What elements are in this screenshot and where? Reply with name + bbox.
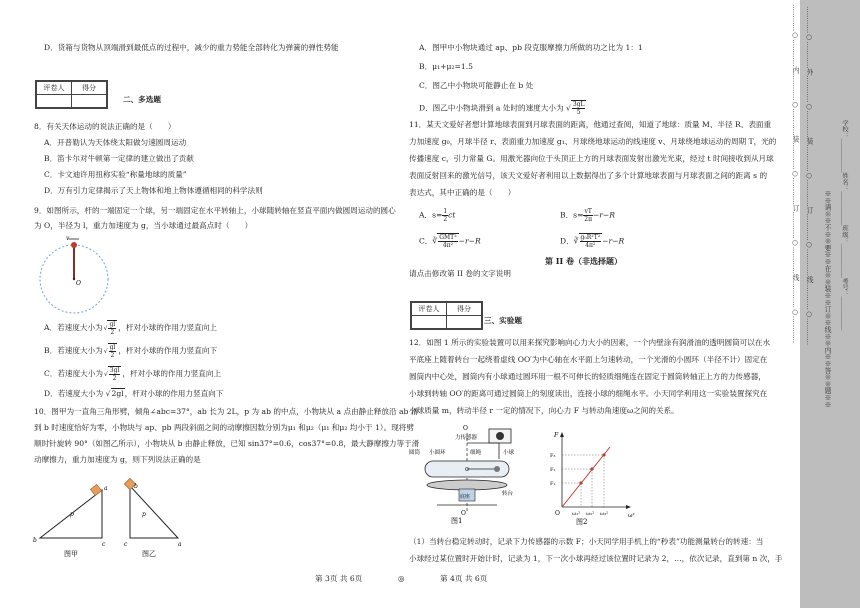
fig-yi-caption: 图乙 xyxy=(142,550,156,558)
sensor-icon xyxy=(496,432,504,440)
svg-text:小圆环: 小圆环 xyxy=(429,450,446,456)
section-title-multiple-choice: 二、多选题 xyxy=(123,95,161,104)
q9-option-b: B．若速度大小为√ $\frac{gl}{2}$ ，杆对小球的作用力竖直向下 xyxy=(44,344,218,359)
page-separator-icon: ◎ xyxy=(398,574,405,583)
q8-option-b: B．笛卡尔对牛顿第一定律的建立做出了贡献 xyxy=(44,154,194,163)
q10-option-a: A．图甲中小物块通过 ap、pb 段克服摩擦力所做的功之比为 1：1 xyxy=(419,43,643,52)
svg-text:p: p xyxy=(142,511,146,518)
fig-v-label: v xyxy=(66,235,70,242)
q9-stem-line1: 9．如图所示，杆的一端固定一个球，另一端固定在水平转轴上，小球随转轴在竖直平面内做圆周运动的圆心 xyxy=(34,206,396,215)
q10-stem-line2: 到 b 时速度恰好为零，小物块与 ap、pb 两段斜面之间的动摩擦因数分别为μ₁ 和μ₂（μ₁ 和μ₂ 均小于 1）。现将劈 xyxy=(34,423,414,432)
student-info-line: 学校：___________姓名：___________班级：___________考号：___________ xyxy=(841,120,848,331)
warning-text: ※※请※※不※※要※※在※※装※※订※※线※※内※※答※※题※※ xyxy=(823,190,831,408)
q10-triangle-figures xyxy=(30,476,210,562)
ball-icon xyxy=(71,242,77,248)
svg-text:c: c xyxy=(102,541,106,548)
page-number-right: 第 4页 共 6页 xyxy=(440,574,488,583)
q10-option-d: D．图乙中小物块滑到 a 处时的速度大小为 √ $\frac{3gL}{5}$ xyxy=(419,101,585,116)
svg-text:a: a xyxy=(104,485,108,492)
q7-option-d: D．货箱与货物从顶端滑到最低点的过程中，减少的重力势能全部转化为弹簧的弹性势能 xyxy=(44,43,339,52)
q9-option-c: C．若速度大小为√ $\frac{3gl}{2}$ ，杆对小球的作用力竖直向上 xyxy=(44,367,222,382)
q12-step1-line1: （1）当转台稳定转动时，记录下力传感器的示数 F；小天同学用手机上的“秒表”功能测量转台的转速：当 xyxy=(409,537,764,546)
svg-text:F₁: F₁ xyxy=(550,481,556,487)
q12-stem-line5: 小球质量 m，转动半径 r 一定的情况下，向心力 F 与转动角速度ω之间的关系。 xyxy=(409,406,679,415)
q11-option-b: B．s= $\frac{vT}{2\pi}$ −r−R xyxy=(560,208,615,223)
score-box xyxy=(35,80,108,109)
fig1-caption: 图1 xyxy=(451,517,463,525)
q12-stem-line3: 圆筒内中心处，圆筒内有小球通过圆环用一根不可伸长的轻质细绳连在固定于圆筒转轴正上方的力传感器， xyxy=(409,372,766,381)
q12-force-graph xyxy=(548,427,638,527)
svg-text:p: p xyxy=(70,511,74,518)
svg-text:b: b xyxy=(134,483,138,490)
svg-text:c: c xyxy=(124,541,128,548)
svg-text:底座: 底座 xyxy=(460,494,471,500)
svg-text:F₂: F₂ xyxy=(550,467,556,473)
q10-stem-line3: 顺时针旋转 90°（如图乙所示），小物块从 b 由静止释放，已知 sin37°=0.6，cos37°=0.8，最大静摩擦力等于滑 xyxy=(34,439,420,448)
q12-stem-line4: 小球到转轴 OO′的距离可通过圆筒上的刻度读出，连接小球的细绳水平。小天同学利用这一实验装置探究在 xyxy=(409,389,768,398)
q10-option-c: C．图乙中小物块可能静止在 b 处 xyxy=(419,81,534,90)
outer-binding-line: …………○…………外…………○…………装…………○…………订…………○…………线…………○………… xyxy=(805,6,813,346)
q11-stem-line5: 表达式，其中正确的是（ ） xyxy=(409,188,516,197)
svg-text:圆筒: 圆筒 xyxy=(409,450,421,456)
score-label-score: 得分 xyxy=(447,303,482,316)
q8-option-a: A．开普勒认为天体绕太阳做匀速圆周运动 xyxy=(44,138,187,147)
svg-text:b: b xyxy=(33,537,37,544)
score-label-score: 得分 xyxy=(72,82,107,95)
svg-text:O: O xyxy=(555,510,560,517)
svg-text:O: O xyxy=(463,425,468,432)
q11-stem-line2: 力加速度 g₀，月球半径 r、表面重力加速度 g₁、月球绕地球运动的线速度 v、月球绕地球运动的周期 T，光的 xyxy=(409,137,777,146)
q10-option-b: B．μ₁+μ₂=1.5 xyxy=(419,62,473,71)
svg-text:F₃: F₃ xyxy=(550,453,556,459)
svg-text:F: F xyxy=(554,432,559,439)
svg-text:ω₃²: ω₃² xyxy=(600,511,609,517)
svg-text:O: O xyxy=(461,510,466,517)
sensor-label: 力传感器 xyxy=(455,435,478,441)
q9-option-d: D．若速度大小为 √2gl，杆对小球的作用力竖直向下 xyxy=(44,389,224,398)
score-label-grader: 评卷人 xyxy=(37,82,72,95)
svg-text:ω₂²: ω₂² xyxy=(586,511,595,517)
q8-option-c: C．卡文迪许用扭称实验“称量地球的质量” xyxy=(44,170,187,179)
q12-apparatus-figure xyxy=(407,423,557,527)
q9-option-a: A．若速度大小为√ $\frac{gl}{2}$ ，杆对小球的作用力竖直向上 xyxy=(44,321,217,336)
q11-stem-line3: 传播速度 c，引力常量 G。用激光器向位于头顶正上方的月球表面发射出激光光束，经过 t 时间接收到从月球 xyxy=(409,154,774,163)
part2-title: 第 II 卷（非选择题） xyxy=(545,256,623,266)
svg-text:ω²: ω² xyxy=(628,513,635,519)
score-box xyxy=(410,301,483,330)
score-label-grader: 评卷人 xyxy=(412,303,447,316)
fig-jia-caption: 图甲 xyxy=(64,550,78,558)
svg-text:a: a xyxy=(178,541,182,548)
q8-option-d: D．万有引力定律揭示了天上物体和地上物体遵循相同的科学法则 xyxy=(44,186,263,195)
binding-strip xyxy=(800,0,860,608)
svg-text:小球: 小球 xyxy=(503,450,515,456)
q12-stem-line2: 平底座上随着转台一起绕着虚线 OO′为中心轴在水平面上匀速转动，一个光滑的小圆环（半径不计）固定在 xyxy=(409,355,768,364)
q11-stem-line4: 表面反射回来的激光信号，该天文爱好者利用以上数据得出了多个计算地球表面与月球表面之间的距离 s 的 xyxy=(409,171,768,180)
svg-text:ω₁²: ω₁² xyxy=(572,511,581,517)
q9-circle-figure xyxy=(32,234,116,316)
q12-stem-line1: 12．如图 1 所示的实验装置可以用来探究影响向心力大小的因素，一个内壁涂有润滑油的透明圆筒可以在水 xyxy=(409,338,771,347)
section-title-experiment: 三、实验题 xyxy=(484,316,522,325)
inner-binding-line: …………○…………内…………○…………装…………○…………订…………○…………线…………○………… xyxy=(791,4,799,344)
svg-text:细绳: 细绳 xyxy=(470,450,482,456)
q11-option-c: C．∛ $\frac{\text{GMT²}}{\text{4π²}}$ −r−R xyxy=(419,234,481,249)
q10-stem-line4: 动摩擦力，重力加速度为 g，则下列说法正确的是 xyxy=(34,455,201,464)
page-number-left: 第 3页 共 6页 xyxy=(315,574,363,583)
ball-icon xyxy=(494,466,500,472)
part2-note: 请点击修改第 II 卷的文字说明 xyxy=(409,269,511,278)
q11-option-a: A．s= $\frac{1}{2}$ ct xyxy=(419,208,456,223)
q9-stem-line2: 为 O，半径为 l，重力加速度为 g，当小球通过最高点时（ ） xyxy=(34,221,253,230)
q11-option-d: D．∛ $\frac{\text{g₀R²T²}}{\text{4π²}}$ −r−R xyxy=(560,234,625,249)
q12-step1-line2: 小球经过某位置时开始计时，记录为 1，下一次小球再经过该位置时记录为 2，…，依次记录，直到第 n 次，手 xyxy=(409,554,783,563)
svg-text:转台: 转台 xyxy=(502,491,514,497)
q8-stem: 8．有关天体运动的说法正确的是（ ） xyxy=(34,122,176,131)
q10-stem-line1: 10．图甲为一直角三角形劈，倾角∠abc=37°，ab 长为 2L，p 为 ab 的中点，小物块从 a 点由静止释放沿 ab 滑 xyxy=(34,407,419,416)
q11-stem-line1: 11．某天文爱好者想计算地球表面到月球表面的距离，他通过查阅，知道了地球：质量 M、半径 R、表面重 xyxy=(409,120,772,129)
fig-o-label: O xyxy=(76,280,81,287)
fig2-caption: 图2 xyxy=(576,518,588,526)
